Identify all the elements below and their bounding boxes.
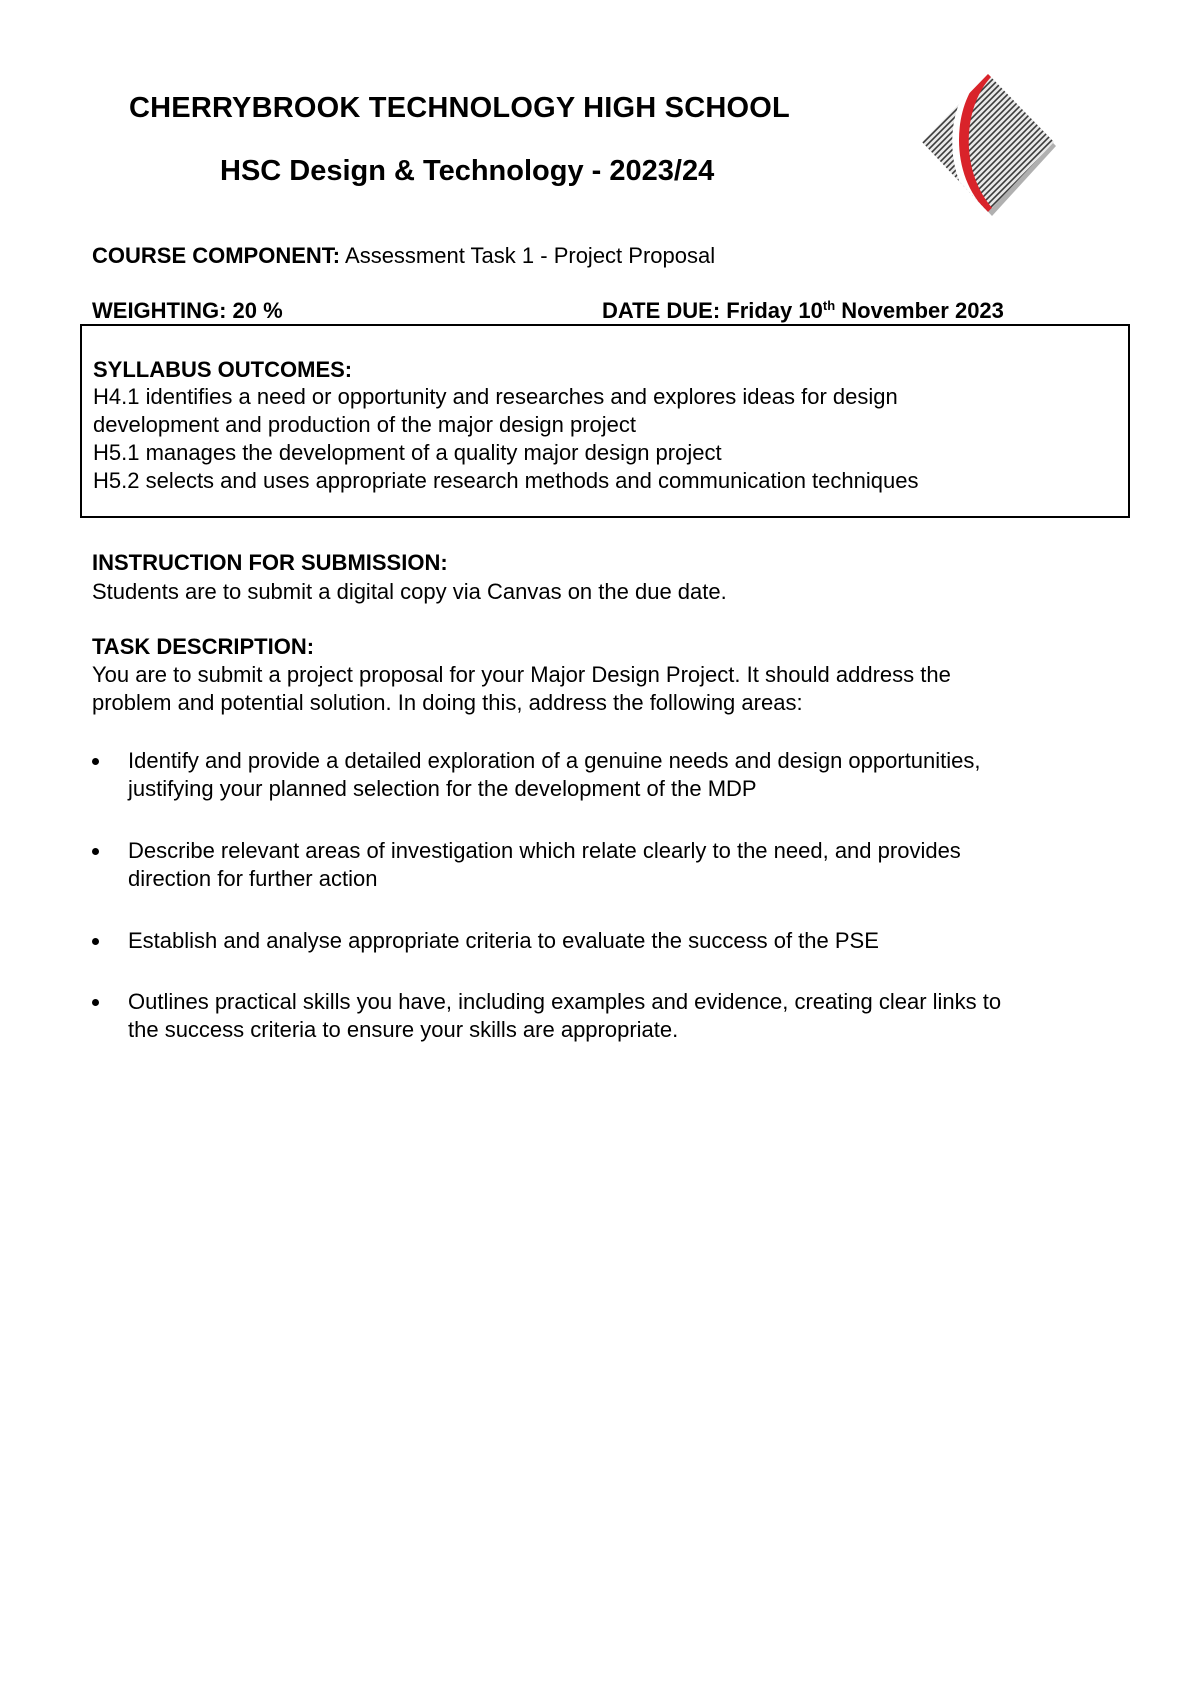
list-item-line: justifying your planned selection for the development of the MDP: [128, 776, 757, 801]
course-component-line: [92, 243, 715, 269]
course-component-value: Assessment Task 1 - Project Proposal: [340, 243, 716, 268]
list-item-line: the success criteria to ensure your skills are appropriate.: [128, 1017, 679, 1042]
date-due: [602, 298, 1004, 324]
bullet-icon: [92, 938, 99, 945]
task-description-line: You are to submit a project proposal for your Major Design Project. It should address the: [92, 662, 951, 687]
submission-text: Students are to submit a digital copy via Canvas on the due date.: [92, 579, 727, 604]
course-title: HSC Design & Technology - 2023/24: [220, 155, 715, 187]
outcome-line: H4.1 identifies a need or opportunity and researches and explores ideas for design: [93, 384, 898, 409]
bullet-icon: [92, 758, 99, 765]
bullet-icon: [92, 999, 99, 1006]
school-logo-icon: [918, 70, 1058, 220]
date-due-ordinal: th: [822, 298, 836, 313]
outcome-line: H5.2 selects and uses appropriate research methods and communication techniques: [93, 468, 919, 493]
submission-heading: INSTRUCTION FOR SUBMISSION:: [92, 550, 448, 575]
weighting: WEIGHTING: 20 %: [92, 298, 283, 323]
syllabus-outcomes-box: [80, 324, 1130, 518]
date-due-label: DATE DUE: Friday 10: [602, 298, 823, 323]
task-description-line: problem and potential solution. In doing this, address the following areas:: [92, 690, 803, 715]
bullet-icon: [92, 848, 99, 855]
outcome-line: H5.1 manages the development of a quality major design project: [93, 440, 722, 465]
list-item-line: direction for further action: [128, 866, 378, 891]
logo-stripes: [918, 70, 1058, 220]
syllabus-outcomes-heading: SYLLABUS OUTCOMES:: [93, 357, 353, 382]
list-item-line: Outlines practical skills you have, including examples and evidence, creating clear links to: [128, 989, 1002, 1014]
date-due-rest: November 2023: [835, 298, 1004, 323]
list-item-line: Describe relevant areas of investigation which relate clearly to the need, and provides: [128, 838, 961, 863]
list-item-line: Establish and analyse appropriate criteria to evaluate the success of the PSE: [128, 928, 879, 953]
task-description-heading: TASK DESCRIPTION:: [92, 634, 315, 659]
school-name: CHERRYBROOK TECHNOLOGY HIGH SCHOOL: [129, 92, 790, 124]
course-component-label: COURSE COMPONENT:: [92, 243, 341, 268]
outcome-line: development and production of the major design project: [93, 412, 637, 437]
list-item-line: Identify and provide a detailed exploration of a genuine needs and design opportunities,: [128, 748, 981, 773]
